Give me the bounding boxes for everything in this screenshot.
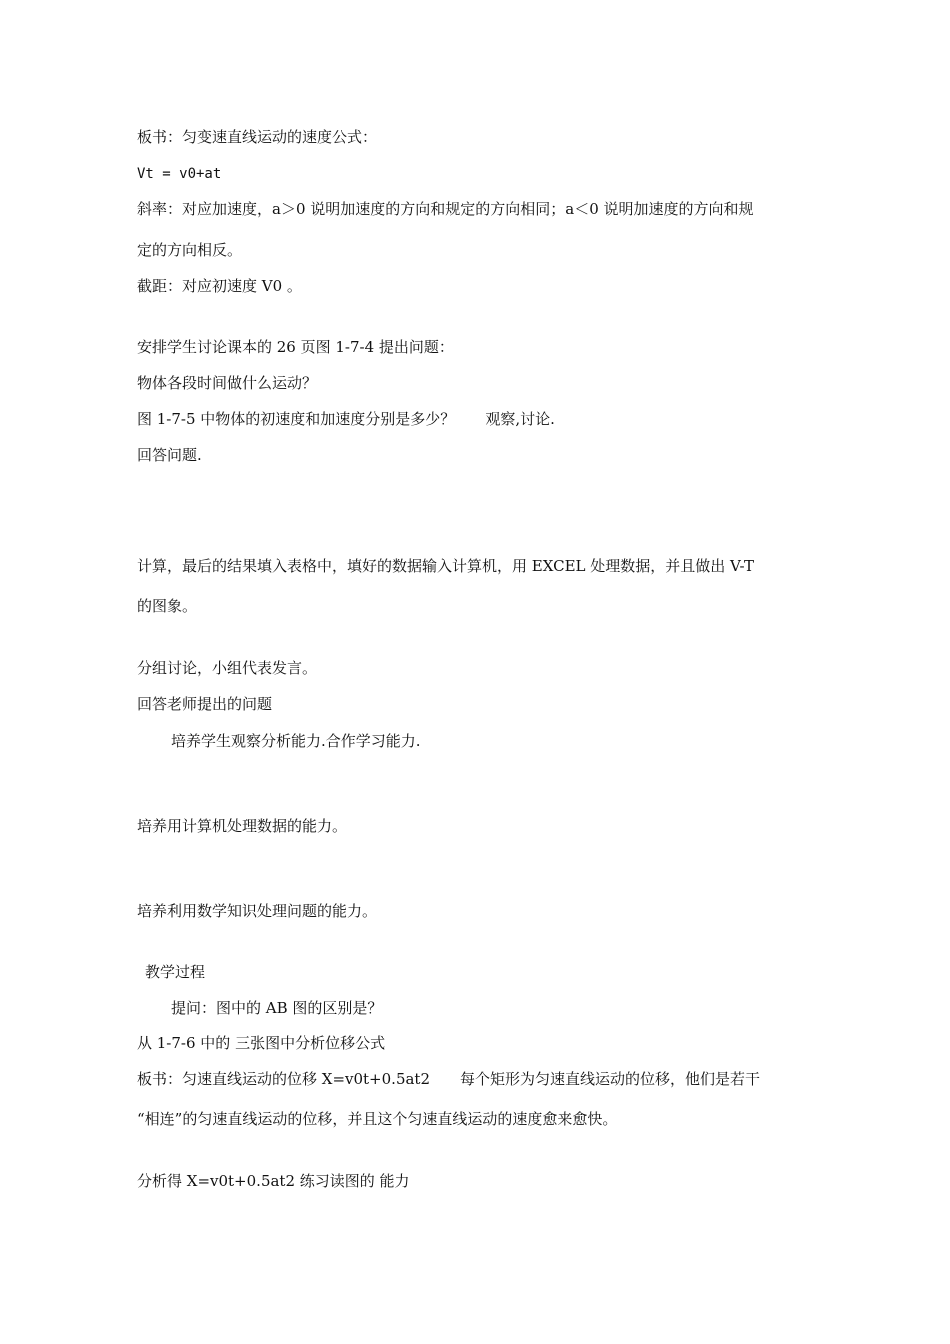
text-line-calculate: 计算，最后的结果填入表格中，填好的数据输入计算机，用 EXCEL 处理数据，并且做出 V-T [137,557,755,575]
text-line-discussion-arrange: 安排学生讨论课本的 26 页图 1-7-4 提出问题： [137,338,454,356]
text-observe-discuss: 观察,讨论. [485,410,555,428]
text-line-board-velocity-title: 板书：匀变速直线运动的速度公式： [137,128,378,146]
text-line-ask-ab: 提问：图中的 AB 图的区别是？ [171,999,383,1017]
text-line-connected-motion: “相连”的匀速直线运动的位移，并且这个匀速直线运动的速度愈来愈快。 [137,1110,618,1128]
text-line-derive-formula: 分析得 X=v0t+0.5at2 练习读图的 能力 [137,1172,410,1190]
text-line-analyze-displacement: 从 1-7-6 中的 三张图中分析位移公式 [137,1034,386,1052]
text-line-cultivate-math: 培养利用数学知识处理问题的能力。 [137,902,378,920]
text-line-group-discuss: 分组讨论，小组代表发言。 [137,659,318,677]
text-line-answer: 回答问题. [137,446,202,464]
text-line-teaching-process: 教学过程 [145,963,206,981]
text-line-intercept: 截距：对应初速度 V0 。 [137,277,302,295]
text-line-board-displacement [137,1069,760,1089]
text-question-initial: 图 1-7-5 中物体的初速度和加速度分别是多少？ [137,410,456,428]
text-line-slope-cont: 定的方向相反。 [137,241,243,259]
text-rectangle-explain: 每个矩形为匀速直线运动的位移，他们是若干 [460,1070,761,1088]
text-line-answer-teacher: 回答老师提出的问题 [137,695,273,713]
text-line-slope: 斜率：对应加速度，a＞0 说明加速度的方向和规定的方向相同；a＜0 说明加速度的方向和规 [137,200,754,218]
text-line-calculate-cont: 的图象。 [137,597,198,615]
text-line-cultivate-computer: 培养用计算机处理数据的能力。 [137,817,348,835]
text-line-cultivate-observation: 培养学生观察分析能力.合作学习能力. [171,732,421,750]
text-line-question-motion: 物体各段时间做什么运动？ [137,374,318,392]
text-board-displacement: 板书：匀速直线运动的位移 X=v0t+0.5at2 [137,1070,430,1088]
text-line-velocity-formula: Vt = v0+at [137,166,222,182]
text-line-question-initial [137,409,555,429]
